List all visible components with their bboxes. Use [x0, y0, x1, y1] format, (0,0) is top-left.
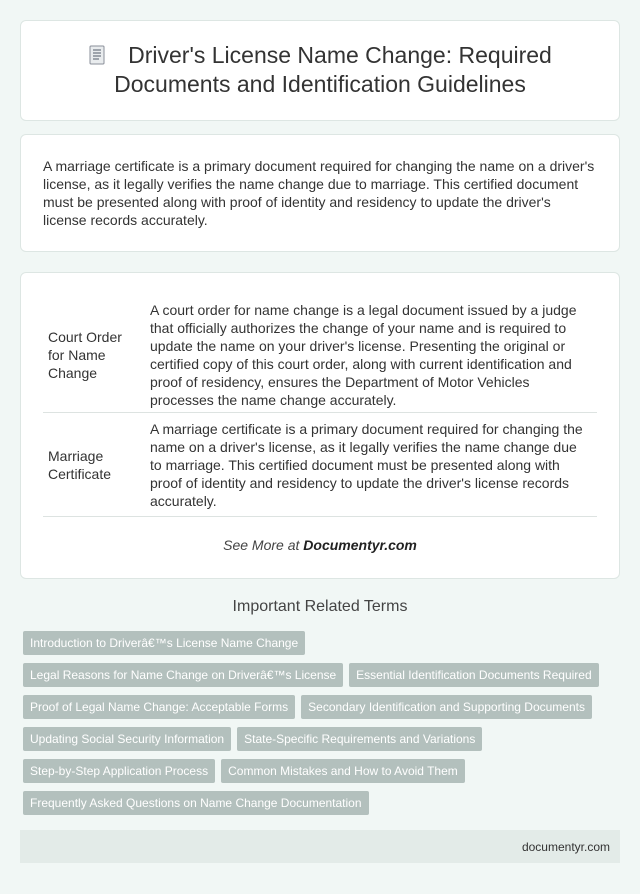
footer-site-link[interactable]: documentyr.com: [521, 840, 610, 854]
footer: [20, 830, 620, 863]
page-title: [51, 41, 589, 99]
table-row: [43, 298, 597, 413]
related-term-tag[interactable]: Proof of Legal Name Change: Acceptable Forms: [23, 695, 295, 719]
related-term-tag[interactable]: Frequently Asked Questions on Name Change Documentation: [23, 791, 369, 815]
related-term-tag[interactable]: Secondary Identification and Supporting Documents: [301, 695, 592, 719]
related-terms-title: Important Related Terms: [232, 598, 408, 615]
related-term-tag[interactable]: Legal Reasons for Name Change on Driverâ€™s License: [23, 663, 343, 687]
table-row: [43, 413, 597, 517]
row-label: Marriage Certificate: [43, 413, 140, 517]
row-description: A court order for name change is a legal document issued by a judge that officially authorizes the change of your name and is required to update the name on your driver's license. Presenting the original or certified copy of this court order, along with current identification and proof of residency, ensures the Department of Motor Vehicles processes the name change accurately.: [145, 298, 597, 413]
related-term-tag[interactable]: Step-by-Step Application Process: [23, 759, 215, 783]
row-description: A marriage certificate is a primary document required for changing the name on a driver's license, as it legally verifies the name change due to marriage. This certified document must be presented along with proof of identity and residency to update the driver's license records accurately.: [145, 413, 597, 517]
documents-table-card: [20, 272, 620, 579]
row-label: Court Order for Name Change: [43, 298, 140, 413]
related-term-tag[interactable]: Updating Social Security Information: [23, 727, 231, 751]
related-term-tag[interactable]: Common Mistakes and How to Avoid Them: [221, 759, 465, 783]
page-title-text: Driver's License Name Change: Required Documents and Identification Guidelines: [114, 42, 552, 97]
document-icon: [88, 45, 106, 65]
related-term-tag[interactable]: Essential Identification Documents Required: [349, 663, 598, 687]
see-more-link[interactable]: [43, 537, 597, 553]
see-more-prefix: See More at: [223, 537, 304, 553]
related-term-tag[interactable]: State-Specific Requirements and Variations: [237, 727, 482, 751]
intro-card: [20, 134, 620, 252]
related-term-tag[interactable]: Introduction to Driverâ€™s License Name Change: [23, 631, 305, 655]
see-more-site: Documentyr.com: [303, 537, 417, 553]
intro-text: A marriage certificate is a primary document required for changing the name on a driver's license, as it legally verifies the name change due to marriage. This certified document must be presented along with proof of identity and residency to update the driver's license records accurately.: [43, 158, 595, 228]
documents-table: [43, 298, 597, 517]
title-card: [20, 20, 620, 121]
related-terms-list: [23, 631, 623, 823]
